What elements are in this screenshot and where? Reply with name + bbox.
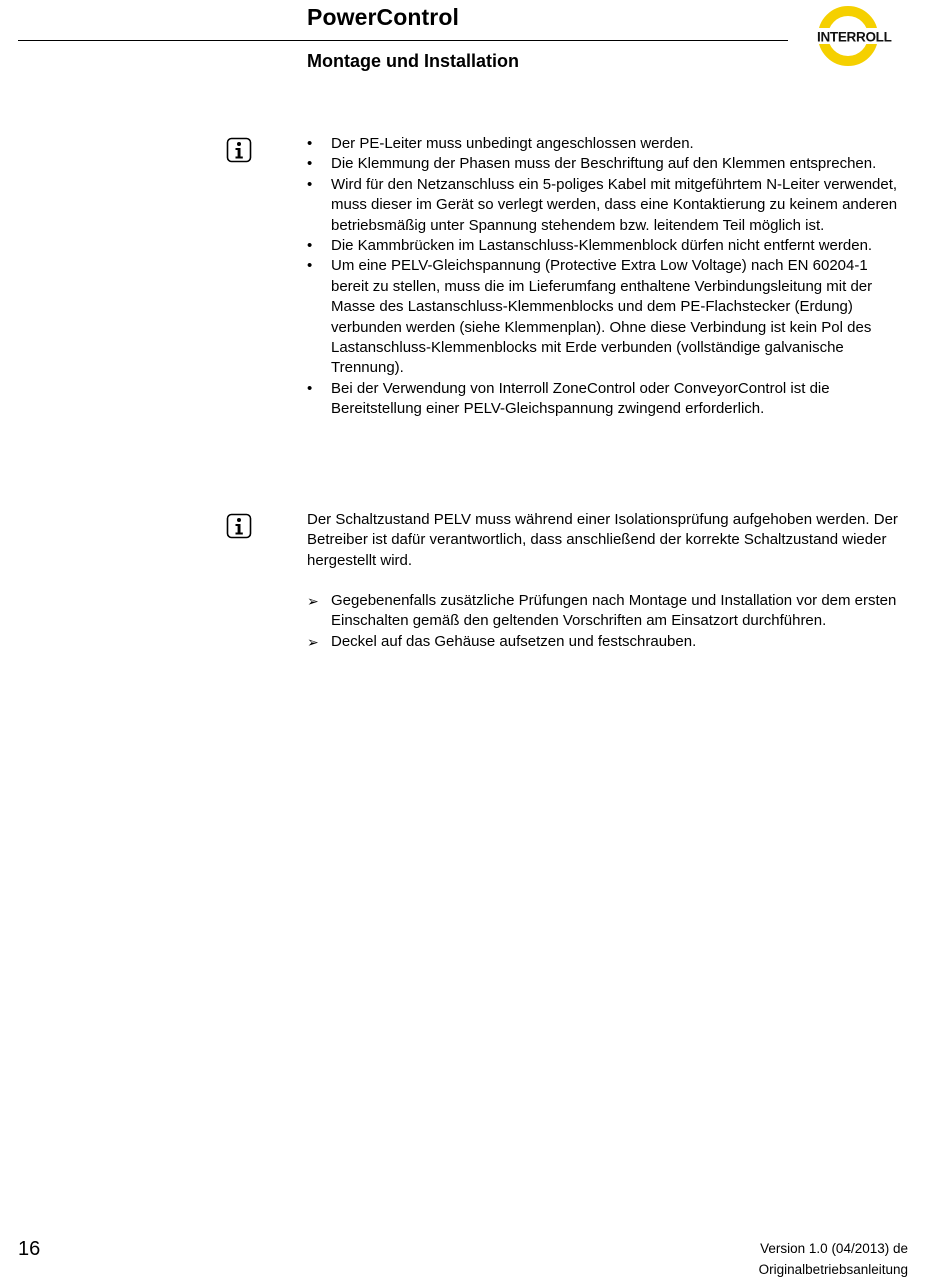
info-icon (226, 137, 252, 163)
instruction-list (307, 591, 907, 652)
arrow-bullet-icon: ➢ (307, 593, 319, 609)
interroll-logo (814, 4, 914, 68)
info-icon (226, 513, 252, 539)
list-item-text: Wird für den Netzanschluss ein 5-poliges Kabel mit mitgeführtem N-Leiter verwendet, muss dieser im Gerät so verlegt werden, dass eine Kontaktierung zu keinem anderen betriebsmäßig unter Spannung stehendem bzw. leitendem Teil möglich ist. (331, 175, 898, 234)
header-divider (18, 40, 788, 41)
document-type-label: Originalbetriebsanleitung (758, 1262, 908, 1277)
page-number: 16 (18, 1238, 41, 1260)
list-item (307, 175, 907, 236)
list-item-text: Deckel auf das Gehäuse aufsetzen und festschrauben. (331, 632, 697, 650)
note-2-paragraph: Der Schaltzustand PELV muss während einer Isolationsprüfung aufgehoben werden. Der Betreiber ist dafür verantwortlich, dass anschließend der korrekte Schaltzustand wieder hergestellt wird. (307, 511, 898, 569)
list-item (307, 154, 907, 174)
list-item-text: Die Kammbrücken im Lastanschluss-Klemmenblock dürfen nicht entfernt werden. (331, 237, 873, 255)
bullet-marker: • (307, 379, 313, 397)
list-item (307, 134, 907, 154)
list-item-text: Um eine PELV-Gleichspannung (Protective Extra Low Voltage) nach EN 60204-1 bereit zu stellen, muss die im Lieferumfang enthaltene Verbindungsleitung mit der Masse des Lastanschluss-Klemmenblocks und dem PE-Flachstecker (Erdung) verbunden werden (siehe Klemmenplan). Ohne diese Verbindung ist kein Pol des Lastanschluss-Klemmenblocks mit Erde verbunden (vollständige galvanische Trennung). (331, 257, 873, 377)
bullet-marker: • (307, 175, 313, 193)
list-item-text: Bei der Verwendung von Interroll ZoneControl oder ConveyorControl ist die Bereitstellung einer PELV-Gleichspannung zwingend erforderlich. (331, 379, 830, 418)
list-item (307, 632, 907, 652)
document-title: PowerControl (307, 4, 459, 30)
version-label: Version 1.0 (04/2013) de (760, 1241, 908, 1256)
list-item-text: Der PE-Leiter muss unbedingt angeschlossen werden. (331, 135, 694, 152)
note-1-block (307, 134, 907, 420)
list-item-text: Gegebenenfalls zusätzliche Prüfungen nach Montage und Installation vor dem ersten Einschalten gemäß den geltenden Vorschriften am Einsatzort durchführen. (331, 592, 897, 630)
logo-wordmark: INTERROLL (817, 29, 892, 45)
bullet-marker: • (307, 237, 313, 255)
list-item (307, 379, 907, 420)
footer-version-info (759, 1238, 908, 1280)
bullet-marker: • (307, 257, 313, 275)
note-1-bullet-list (307, 134, 907, 420)
arrow-bullet-icon: ➢ (307, 633, 319, 650)
list-item (307, 256, 907, 378)
list-item-text: Die Klemmung der Phasen muss der Beschriftung auf den Klemmen entsprechen. (331, 155, 877, 173)
bullet-marker: • (307, 135, 313, 152)
bullet-marker: • (307, 155, 313, 173)
list-item (307, 236, 907, 256)
list-item (307, 591, 907, 632)
instruction-steps (307, 591, 907, 652)
section-title: Montage und Installation (307, 51, 519, 71)
